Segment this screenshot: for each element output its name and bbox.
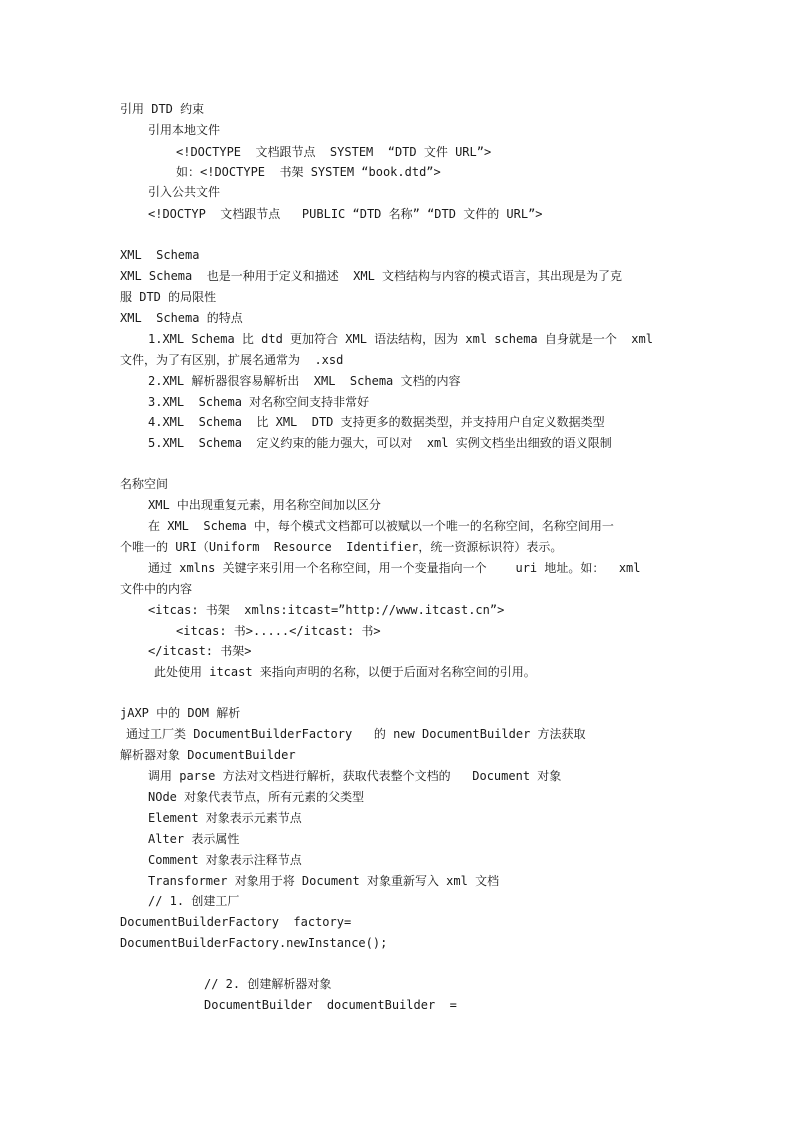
list-item: 2.XML 解析器很容易解析出 XML Schema 文档的内容 xyxy=(148,374,461,388)
text-line: 文件中的内容 xyxy=(120,582,193,596)
text-line: 在 XML Schema 中，每个模式文档都可以被赋以一个唯一的名称空间，名称空间用一 xyxy=(148,519,614,533)
text-line: 个唯一的 URI（Uniform Resource Identifier，统一资源标识符）表示。 xyxy=(120,540,563,554)
text-line: 通过工厂类 DocumentBuilderFactory 的 new DocumentBuilder 方法获取 xyxy=(126,727,586,741)
section-heading: jAXP 中的 DOM 解析 xyxy=(120,706,241,720)
text-line: 此处使用 itcast 来指向声明的名称，以便于后面对名称空间的引用。 xyxy=(154,665,536,679)
text-line: XML 中出现重复元素，用名称空间加以区分 xyxy=(148,498,381,512)
text-line: 调用 parse 方法对文档进行解析，获取代表整个文档的 Document 对象 xyxy=(148,769,562,783)
code-line: <!DOCTYP 文档跟节点 PUBLIC “DTD 名称” “DTD 文件的 URL”> xyxy=(148,207,543,221)
text-line: 解析器对象 DocumentBuilder xyxy=(120,748,296,762)
code-line: 如：<!DOCTYPE 书架 SYSTEM “book.dtd”> xyxy=(176,165,441,179)
list-item: 5.XML Schema 定义约束的能力强大，可以对 xml 实例文档坐出细致的语义限制 xyxy=(148,436,612,450)
code-line: DocumentBuilder documentBuilder = xyxy=(204,998,457,1012)
text-line: NOde 对象代表节点，所有元素的父类型 xyxy=(148,790,365,804)
text-line: 引入公共文件 xyxy=(148,185,221,199)
code-line: </itcast: 书架> xyxy=(148,644,252,658)
text-line: Transformer 对象用于将 Document 对象重新写入 xml 文档 xyxy=(148,874,500,888)
list-item: 4.XML Schema 比 XML DTD 支持更多的数据类型，并支持用户自定义数据类型 xyxy=(148,415,605,429)
code-comment: // 1. 创建工厂 xyxy=(148,894,240,908)
text-line: 服 DTD 的局限性 xyxy=(120,290,217,304)
text-line: 引用本地文件 xyxy=(148,123,221,137)
text-line: 引用 DTD 约束 xyxy=(120,102,205,116)
list-item: 3.XML Schema 对名称空间支持非常好 xyxy=(148,395,370,409)
code-line: DocumentBuilderFactory factory= xyxy=(120,915,352,929)
text-line: XML Schema 也是一种用于定义和描述 XML 文档结构与内容的模式语言，其出现是为了克 xyxy=(120,269,623,283)
list-item: 1.XML Schema 比 dtd 更加符合 XML 语法结构，因为 xml schema 自身就是一个 xml xyxy=(148,332,653,346)
code-line: <itcas: 书>.....</itcast: 书> xyxy=(176,624,381,638)
text-line: Comment 对象表示注释节点 xyxy=(148,853,302,867)
section-heading: 名称空间 xyxy=(120,477,169,491)
text-line: Element 对象表示元素节点 xyxy=(148,811,302,825)
code-line: <itcas: 书架 xmlns:itcast=”http://www.itcast.cn”> xyxy=(148,603,505,617)
code-line: <!DOCTYPE 文档跟节点 SYSTEM “DTD 文件 URL”> xyxy=(176,145,492,159)
text-line: Alter 表示属性 xyxy=(148,832,240,846)
code-comment: // 2. 创建解析器对象 xyxy=(204,977,332,991)
text-line: 文件，为了有区别，扩展名通常为 .xsd xyxy=(120,353,344,367)
code-line: DocumentBuilderFactory.newInstance(); xyxy=(120,936,388,950)
text-line: XML Schema 的特点 xyxy=(120,311,243,325)
section-heading: XML Schema xyxy=(120,248,200,262)
text-line: 通过 xmlns 关键字来引用一个名称空间，用一个变量指向一个 uri 地址。如： xml xyxy=(148,561,641,575)
